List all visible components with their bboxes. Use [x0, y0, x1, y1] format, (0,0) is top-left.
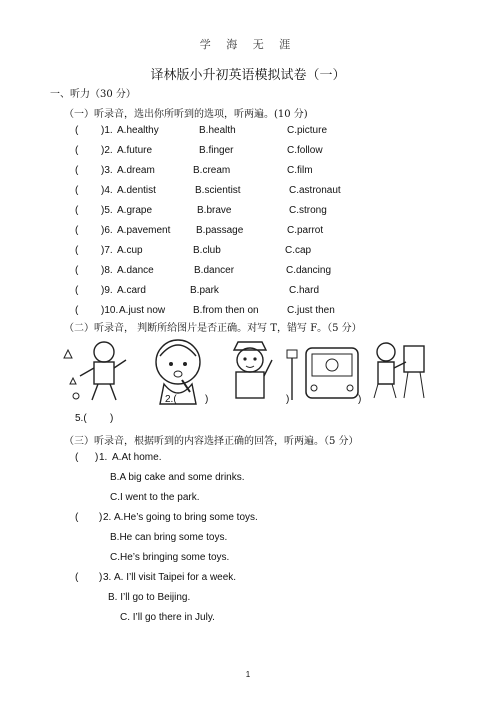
- option-a: A.pavement: [117, 225, 171, 236]
- q5-blank-open: 5.(: [75, 413, 87, 424]
- option-b: B.scientist: [195, 185, 241, 196]
- option-a: A.card: [117, 285, 146, 296]
- option-c: C.hard: [289, 285, 320, 296]
- option-c: C.just then: [287, 305, 335, 316]
- question-number: )9.: [101, 285, 113, 296]
- answer-paren-open: (: [75, 225, 79, 236]
- part1-heading: （一）听录音，选出你所听到的选项，听两遍。(10 分): [64, 109, 308, 120]
- answer-paren-open: (: [75, 145, 79, 156]
- question-number: )3.: [101, 165, 113, 176]
- option-c: C.astronaut: [289, 185, 341, 196]
- q2-paren-close: ): [99, 512, 103, 523]
- answer-paren-open: (: [75, 305, 79, 316]
- option-b: B.brave: [197, 205, 232, 216]
- page-number: 1: [245, 670, 251, 679]
- q1-option-b: B.A big cake and some drinks.: [110, 472, 245, 483]
- question-number: )7.: [101, 245, 113, 256]
- question-number: )4.: [101, 185, 113, 196]
- q5-blank-close: ): [110, 413, 114, 424]
- answer-paren-open: (: [75, 185, 79, 196]
- option-a: A.future: [117, 145, 153, 156]
- picture-girl-singing: [146, 336, 210, 408]
- option-b: B.health: [199, 125, 236, 136]
- q3-option-b: B. I’ll go to Beijing.: [108, 592, 191, 603]
- q2-option-b: B.He can bring some toys.: [110, 532, 228, 543]
- answer-paren-open: (: [75, 265, 79, 276]
- option-a: A.cup: [117, 245, 143, 256]
- option-c: C.cap: [285, 245, 312, 256]
- q1-number: 1.: [99, 452, 108, 463]
- answer-paren-open: (: [75, 205, 79, 216]
- option-c: C.film: [287, 165, 313, 176]
- picture-astronaut: [56, 338, 136, 408]
- q3-number: 3.: [103, 572, 112, 583]
- answer-paren-open: (: [75, 285, 79, 296]
- q2-option-a: A.He’s going to bring some toys.: [114, 512, 258, 523]
- question-number: )5.: [101, 205, 113, 216]
- answer-paren-open: (: [75, 125, 79, 136]
- picture-bus: [284, 338, 364, 408]
- option-b: B.dancer: [194, 265, 235, 276]
- picture3-blank-close: ): [286, 394, 290, 405]
- question-number: )2.: [101, 145, 113, 156]
- option-c: C.parrot: [287, 225, 324, 236]
- picture-boy-painting: [372, 338, 430, 408]
- option-c: C.dancing: [286, 265, 332, 276]
- page-title: 译林版小升初英语模拟试卷（一）: [150, 68, 346, 83]
- q2-number: 2.: [103, 512, 112, 523]
- picture2-blank-close: ): [205, 394, 209, 405]
- picture-police-officer: [222, 336, 278, 406]
- option-c: C.strong: [289, 205, 327, 216]
- picture2-blank-open: 2.(: [165, 394, 177, 405]
- question-number: )10.: [101, 305, 119, 316]
- option-b: B.club: [193, 245, 221, 256]
- picture4-blank-close: ): [358, 394, 362, 405]
- q1-option-c: C.I went to the park.: [110, 492, 200, 503]
- option-a: A.just now: [119, 305, 166, 316]
- q1-paren: (: [75, 452, 79, 463]
- answer-paren-open: (: [75, 245, 79, 256]
- q1-paren-close: ): [95, 452, 99, 463]
- question-number: )1.: [101, 125, 113, 136]
- option-b: B.park: [190, 285, 219, 296]
- q2-paren: (: [75, 512, 79, 523]
- q3-option-c: C. I’ll go there in July.: [120, 612, 215, 623]
- page-header: 学 海 无 涯: [199, 38, 297, 51]
- q3-option-a: A. I’ll visit Taipei for a week.: [114, 572, 237, 583]
- option-b: B.passage: [196, 225, 244, 236]
- q3-paren-close: ): [99, 572, 103, 583]
- option-a: A.dance: [117, 265, 154, 276]
- option-a: A.healthy: [117, 125, 159, 136]
- q3-paren: (: [75, 572, 79, 583]
- part2-heading: （二）听录音， 判断所给图片是否正确。对写 T，错写 F。（5 分）: [64, 323, 362, 334]
- option-c: C.follow: [287, 145, 323, 156]
- question-number: )6.: [101, 225, 113, 236]
- q2-option-c: C.He’s bringing some toys.: [110, 552, 230, 563]
- option-a: A.grape: [117, 205, 153, 216]
- option-b: B.from then on: [193, 305, 259, 316]
- option-b: B.cream: [193, 165, 231, 176]
- option-a: A.dentist: [117, 185, 156, 196]
- part3-heading: （三）听录音，根据听到的内容选择正确的回答，听两遍。（5 分）: [64, 436, 359, 447]
- option-b: B.finger: [199, 145, 234, 156]
- section-listening: 一、听力（30 分）: [50, 89, 136, 100]
- question-number: )8.: [101, 265, 113, 276]
- option-a: A.dream: [117, 165, 155, 176]
- q1-option-a: A.At home.: [112, 452, 162, 463]
- option-c: C.picture: [287, 125, 328, 136]
- answer-paren-open: (: [75, 165, 79, 176]
